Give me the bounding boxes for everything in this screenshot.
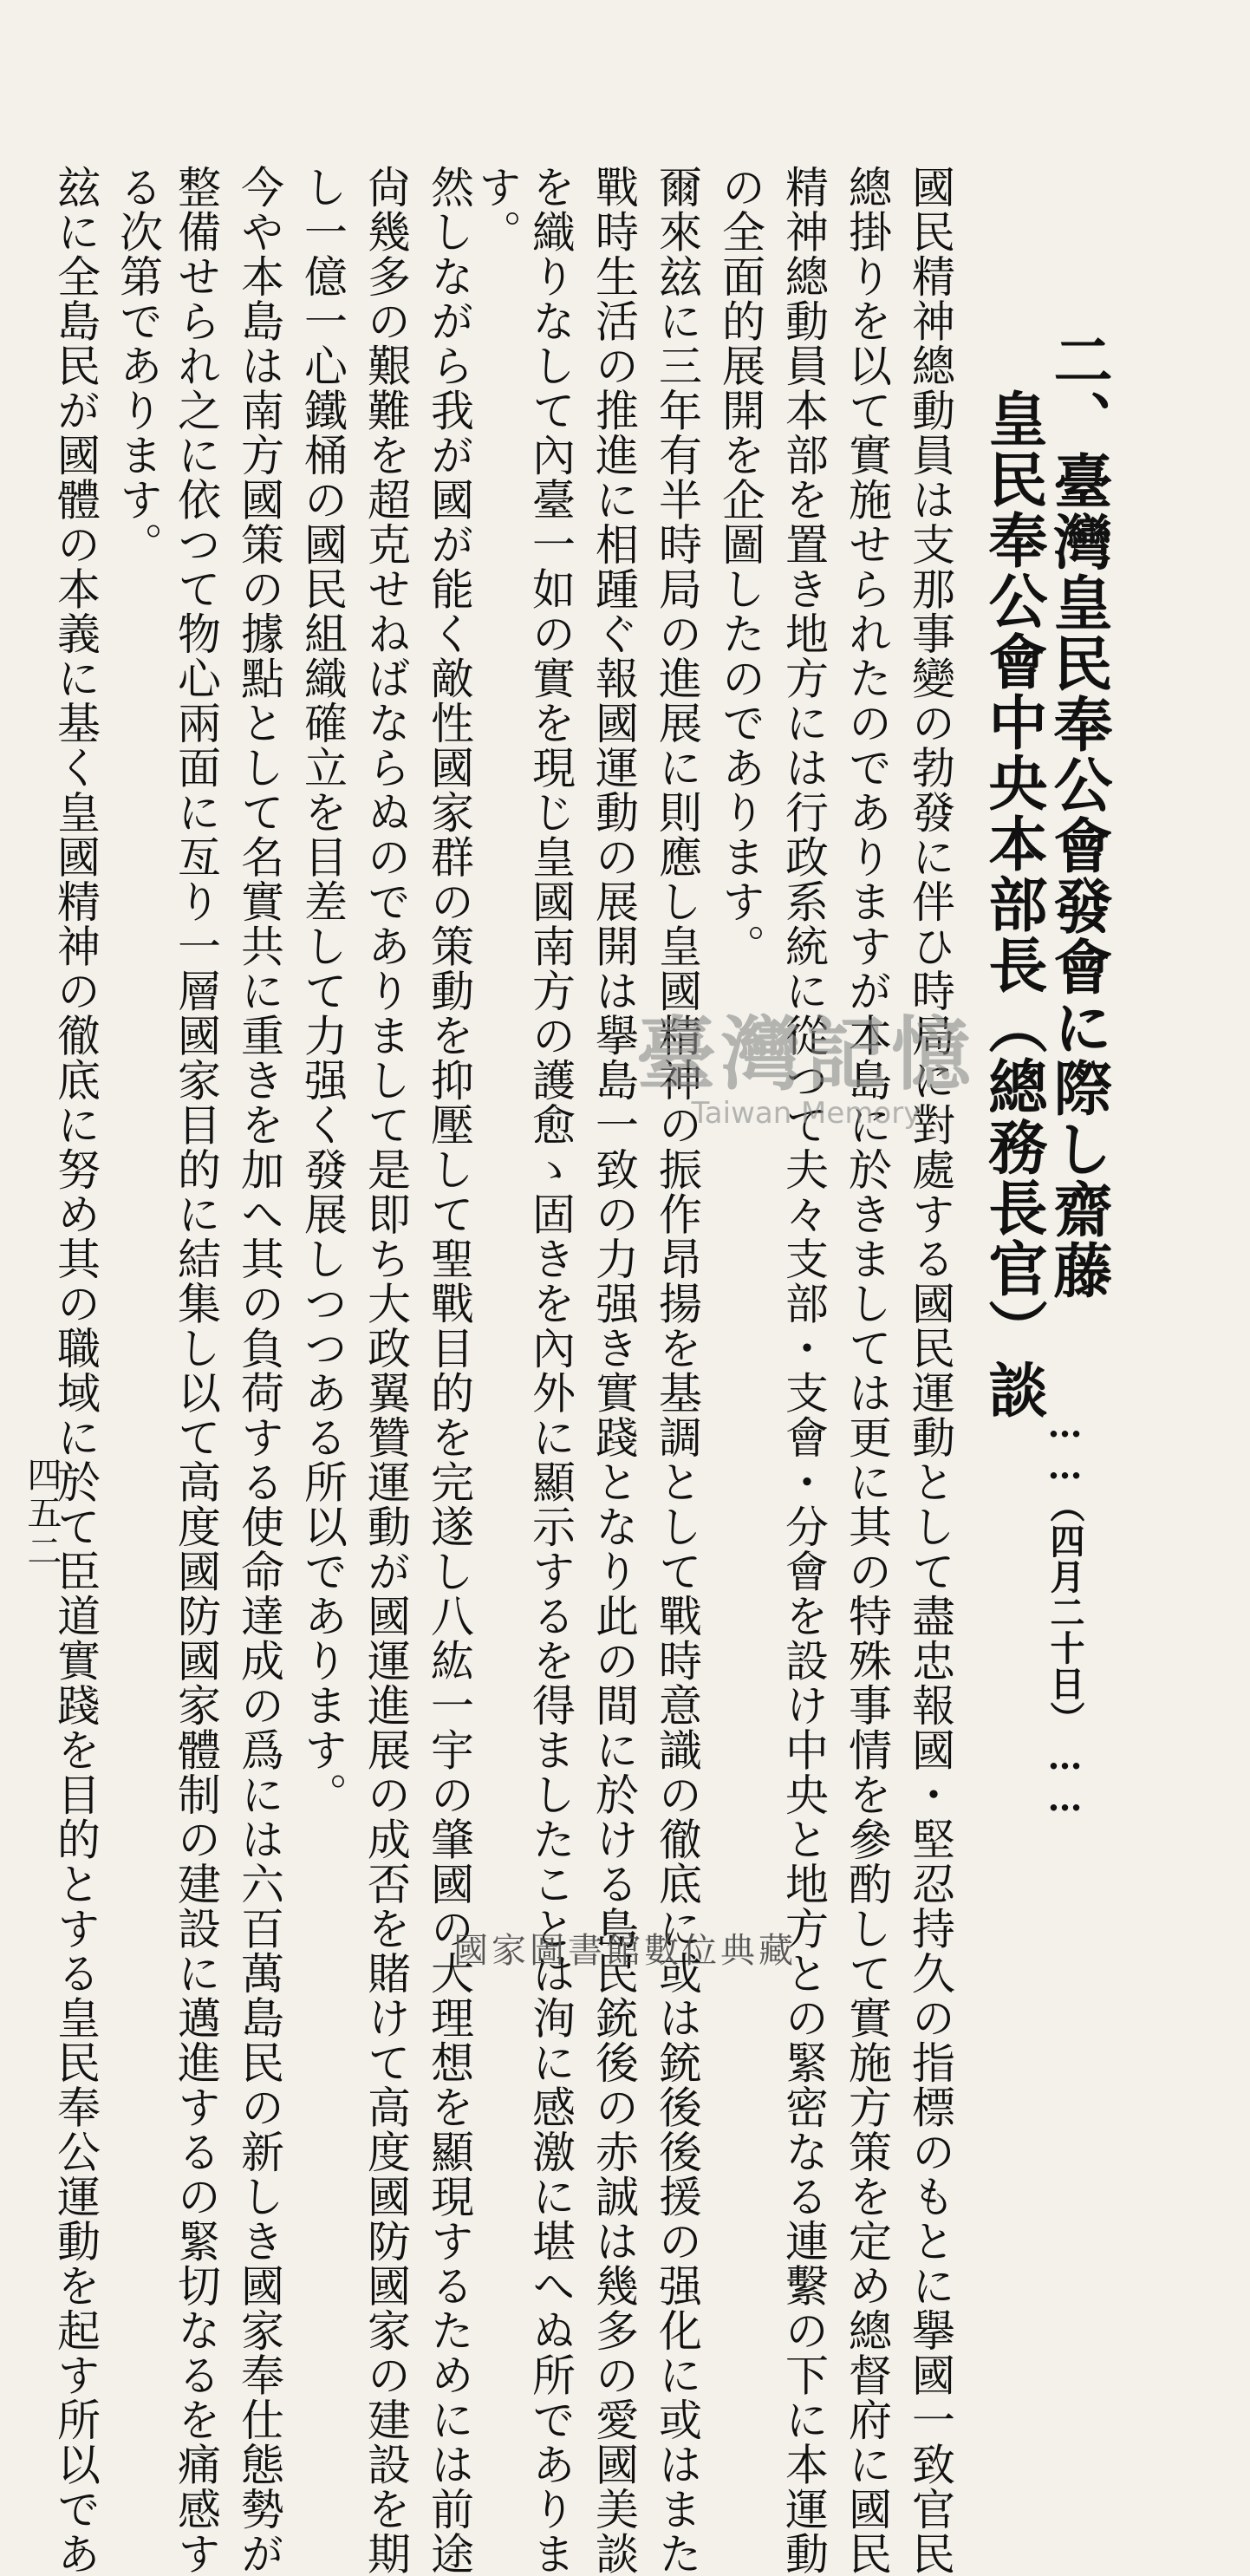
section-title-line-1: 二、臺灣皇民奉公會發會に際し齋藤 [1044, 329, 1113, 1301]
body-line: し一億一心鐵桶の國民組織確立を目差して力强く發展しつつある所以であります。 [297, 165, 348, 1817]
body-line: 然しながら我が國が能く敵性國家群の策動を抑壓して聖戰目的を完遂し八紘一宇の肇國の大理想を顯現するためには前途 [424, 165, 474, 2576]
page-number: 四五二 [22, 1457, 62, 1571]
body-line: 爾來玆に三年有半時局の進展に則應し皇國精神の振作昂揚を基調として戰時意識の徹底に或は銃後後援の强化に或はまた [652, 165, 702, 2576]
body-line: 總掛りを以て實施せられたのでありますが本島に於きましては更に其の特殊事情を參酌して實施方策を定め總督府に國民 [842, 165, 892, 2576]
watermark-logo [607, 1008, 1006, 1153]
body-line: 今や本島は南方國策の據點として名實共に重きを加へ其の負荷する使命達成の爲には六百萬島民の新しき國家奉仕態勢が [234, 165, 284, 2576]
body-line: 尙幾多の艱難を超克せねばならぬのでありまして是即ち大政翼贊運動が國運進展の成否を賭けて高度國防國家の建設を期 [361, 165, 411, 2576]
date-note: ……（四月二十日）…… [1045, 1405, 1085, 1820]
body-line: 戰時生活の推進に相踵ぐ報國運動の展開は擧島一致の力强き實踐となり此の間に於ける島民銃後の赤誠は幾多の愛國美談 [589, 165, 639, 2576]
body-line: 整備せられ之に依つて物心兩面に亙り一層國家目的に結集し以て高度國防國家體制の建設に邁進するの緊切なるを痛感す [171, 165, 221, 2576]
section-title-line-2: 皇民奉公會中央本部長（總務長官）談 [979, 388, 1048, 1420]
footer-attribution: 國家圖書館數位典藏 [453, 1931, 797, 1971]
body-line: の全面的展開を企圖したのであります。 [715, 165, 765, 968]
body-line: る次第であります。 [113, 165, 163, 567]
watermark-chinese: 臺灣記憶 [635, 1008, 976, 1101]
body-line: 玆に全島民が國體の本義に基く皇國精神の徹底に努め其の職域に於て臣道實踐を目的とする皇民奉公運動を起す所以であ [50, 165, 101, 2576]
body-line: 國民精神總動員は支那事變の勃發に伴ひ時局に對處する國民運動として盡忠報國・堅忍持久の指標のもとに擧國一致官民 [905, 165, 955, 2576]
body-line: 精神總動員本部を置き地方には行政系統に從つて夫々支部・支會・分會を設け中央と地方との緊密なる連繫の下に本運動 [778, 165, 829, 2576]
body-line: を織りなして內臺一如の實を現じ皇國南方の護愈ゝ固きを內外に顯示するを得ましたことは洵に感激に堪へぬ所でありま [525, 165, 576, 2576]
body-line: す。 [472, 165, 522, 254]
watermark-english: Taiwan Memory [691, 1096, 921, 1131]
